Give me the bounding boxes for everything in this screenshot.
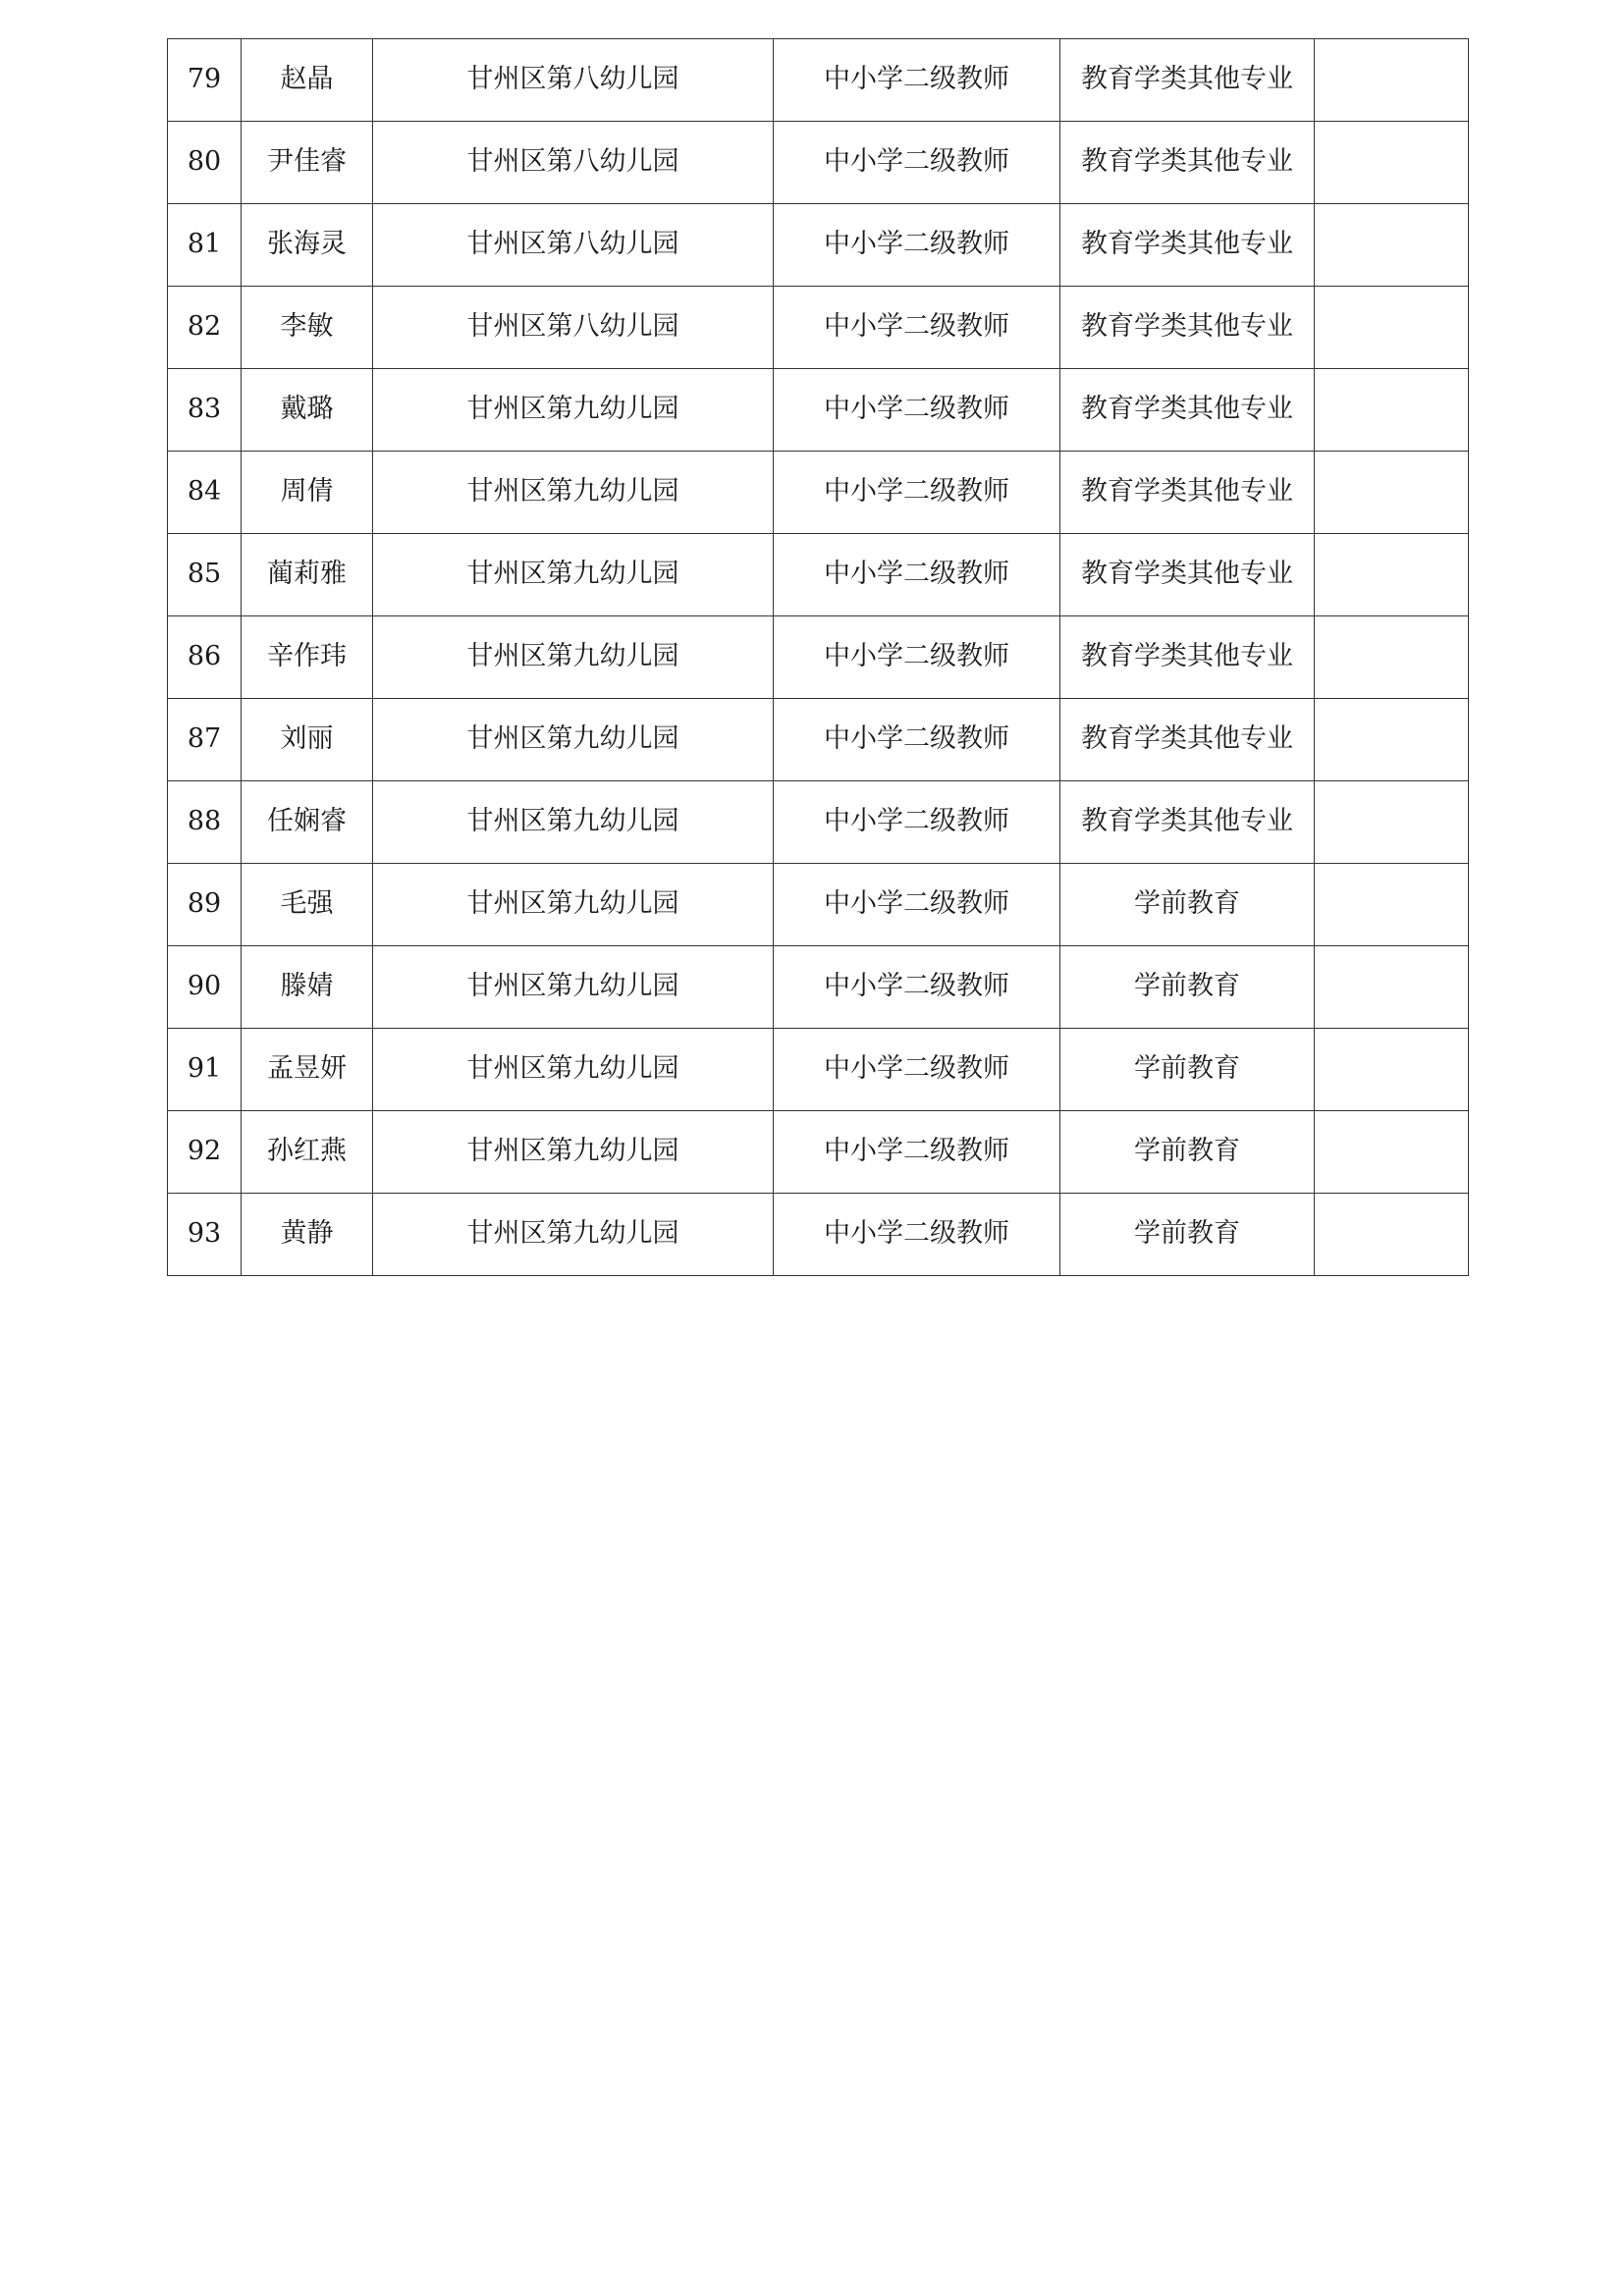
cell-major: 学前教育 <box>1060 1194 1315 1276</box>
cell-unit: 甘州区第九幼儿园 <box>373 781 774 864</box>
cell-no: 80 <box>168 122 242 204</box>
cell-no: 85 <box>168 534 242 616</box>
table-row <box>168 781 1469 864</box>
table-row <box>168 864 1469 946</box>
cell-no: 84 <box>168 452 242 534</box>
cell-title: 中小学二级教师 <box>774 122 1060 204</box>
cell-no: 82 <box>168 287 242 369</box>
table-row <box>168 39 1469 122</box>
cell-name: 张海灵 <box>242 204 373 287</box>
cell-no: 83 <box>168 369 242 452</box>
cell-title: 中小学二级教师 <box>774 369 1060 452</box>
cell-major: 学前教育 <box>1060 946 1315 1029</box>
cell-title: 中小学二级教师 <box>774 1029 1060 1111</box>
cell-note <box>1315 1111 1469 1194</box>
cell-major: 教育学类其他专业 <box>1060 122 1315 204</box>
cell-title: 中小学二级教师 <box>774 864 1060 946</box>
cell-note <box>1315 287 1469 369</box>
table-row <box>168 1111 1469 1194</box>
table-row <box>168 616 1469 699</box>
personnel-table-body <box>168 39 1469 1276</box>
cell-unit: 甘州区第九幼儿园 <box>373 452 774 534</box>
cell-name: 周倩 <box>242 452 373 534</box>
cell-title: 中小学二级教师 <box>774 1111 1060 1194</box>
table-row <box>168 1194 1469 1276</box>
cell-note <box>1315 369 1469 452</box>
cell-title: 中小学二级教师 <box>774 1194 1060 1276</box>
cell-major: 教育学类其他专业 <box>1060 204 1315 287</box>
cell-no: 90 <box>168 946 242 1029</box>
cell-title: 中小学二级教师 <box>774 781 1060 864</box>
cell-note <box>1315 946 1469 1029</box>
cell-unit: 甘州区第九幼儿园 <box>373 699 774 781</box>
cell-major: 教育学类其他专业 <box>1060 534 1315 616</box>
cell-major: 学前教育 <box>1060 864 1315 946</box>
cell-title: 中小学二级教师 <box>774 452 1060 534</box>
cell-unit: 甘州区第九幼儿园 <box>373 616 774 699</box>
cell-name: 刘丽 <box>242 699 373 781</box>
cell-note <box>1315 204 1469 287</box>
table-row <box>168 534 1469 616</box>
cell-name: 赵晶 <box>242 39 373 122</box>
cell-note <box>1315 1194 1469 1276</box>
cell-title: 中小学二级教师 <box>774 946 1060 1029</box>
cell-name: 毛强 <box>242 864 373 946</box>
cell-unit: 甘州区第八幼儿园 <box>373 204 774 287</box>
cell-name: 尹佳睿 <box>242 122 373 204</box>
cell-major: 学前教育 <box>1060 1111 1315 1194</box>
table-row <box>168 369 1469 452</box>
cell-name: 滕婧 <box>242 946 373 1029</box>
cell-note <box>1315 452 1469 534</box>
cell-no: 86 <box>168 616 242 699</box>
cell-note <box>1315 864 1469 946</box>
cell-no: 88 <box>168 781 242 864</box>
cell-major: 教育学类其他专业 <box>1060 452 1315 534</box>
table-row <box>168 1029 1469 1111</box>
cell-title: 中小学二级教师 <box>774 204 1060 287</box>
cell-name: 任娴睿 <box>242 781 373 864</box>
cell-name: 孟昱妍 <box>242 1029 373 1111</box>
cell-unit: 甘州区第九幼儿园 <box>373 369 774 452</box>
table-row <box>168 452 1469 534</box>
cell-title: 中小学二级教师 <box>774 699 1060 781</box>
cell-major: 教育学类其他专业 <box>1060 369 1315 452</box>
table-row <box>168 699 1469 781</box>
cell-unit: 甘州区第八幼儿园 <box>373 39 774 122</box>
cell-name: 黄静 <box>242 1194 373 1276</box>
cell-title: 中小学二级教师 <box>774 287 1060 369</box>
cell-no: 93 <box>168 1194 242 1276</box>
cell-title: 中小学二级教师 <box>774 534 1060 616</box>
cell-name: 辛作玮 <box>242 616 373 699</box>
table-row <box>168 204 1469 287</box>
cell-name: 孙红燕 <box>242 1111 373 1194</box>
cell-no: 92 <box>168 1111 242 1194</box>
table-row <box>168 122 1469 204</box>
cell-no: 89 <box>168 864 242 946</box>
cell-unit: 甘州区第九幼儿园 <box>373 864 774 946</box>
cell-major: 教育学类其他专业 <box>1060 616 1315 699</box>
cell-unit: 甘州区第九幼儿园 <box>373 534 774 616</box>
cell-title: 中小学二级教师 <box>774 39 1060 122</box>
cell-major: 教育学类其他专业 <box>1060 39 1315 122</box>
table-row <box>168 287 1469 369</box>
cell-unit: 甘州区第八幼儿园 <box>373 287 774 369</box>
cell-note <box>1315 39 1469 122</box>
table-row <box>168 946 1469 1029</box>
cell-unit: 甘州区第九幼儿园 <box>373 1194 774 1276</box>
cell-name: 李敏 <box>242 287 373 369</box>
cell-unit: 甘州区第八幼儿园 <box>373 122 774 204</box>
cell-note <box>1315 122 1469 204</box>
cell-no: 91 <box>168 1029 242 1111</box>
cell-unit: 甘州区第九幼儿园 <box>373 946 774 1029</box>
cell-major: 学前教育 <box>1060 1029 1315 1111</box>
cell-name: 蔺莉雅 <box>242 534 373 616</box>
cell-major: 教育学类其他专业 <box>1060 781 1315 864</box>
cell-major: 教育学类其他专业 <box>1060 699 1315 781</box>
cell-no: 81 <box>168 204 242 287</box>
cell-title: 中小学二级教师 <box>774 616 1060 699</box>
cell-unit: 甘州区第九幼儿园 <box>373 1029 774 1111</box>
cell-note <box>1315 1029 1469 1111</box>
cell-name: 戴璐 <box>242 369 373 452</box>
cell-note <box>1315 534 1469 616</box>
cell-no: 87 <box>168 699 242 781</box>
cell-major: 教育学类其他专业 <box>1060 287 1315 369</box>
personnel-table <box>167 38 1469 1276</box>
cell-note <box>1315 616 1469 699</box>
cell-no: 79 <box>168 39 242 122</box>
cell-note <box>1315 699 1469 781</box>
cell-unit: 甘州区第九幼儿园 <box>373 1111 774 1194</box>
cell-note <box>1315 781 1469 864</box>
